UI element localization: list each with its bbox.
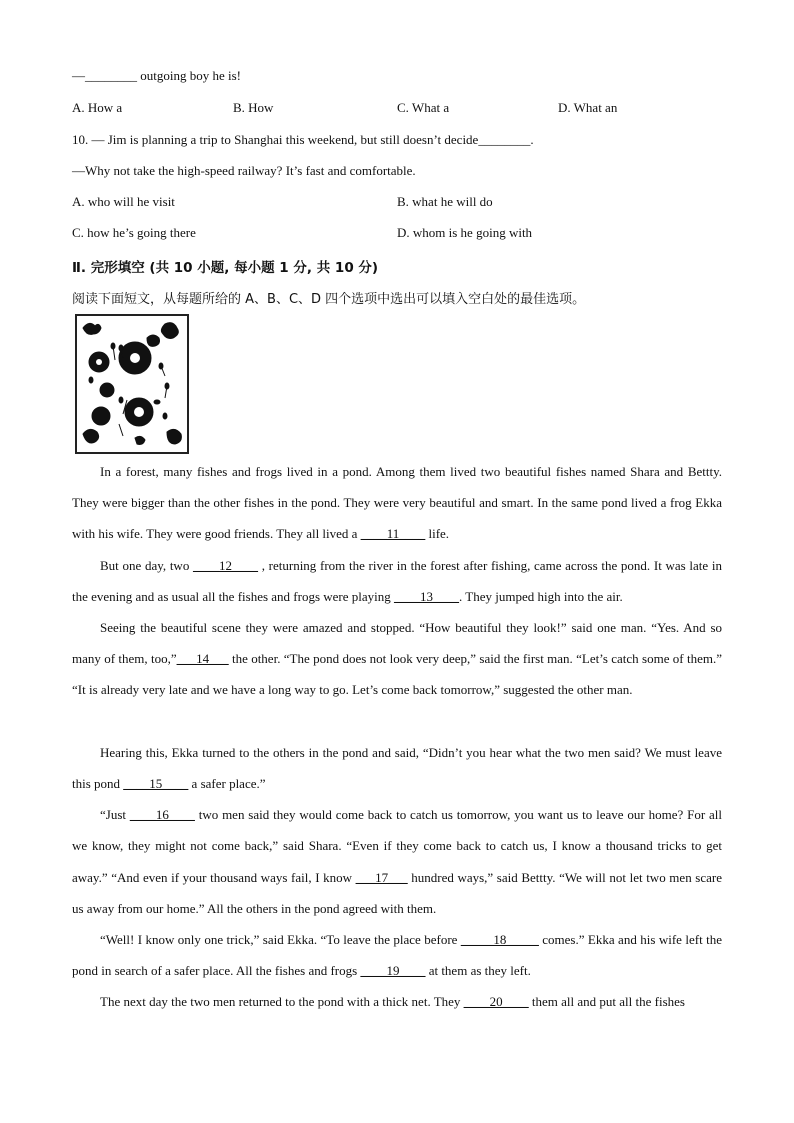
blank-19: ____19____	[360, 963, 426, 979]
q9-option-a: A. How a	[72, 100, 123, 115]
q9-option-b: B. How	[233, 100, 274, 115]
blank-17: ___17___	[355, 869, 408, 885]
blank-14: ___14___	[176, 651, 229, 667]
blank-12: ____12____	[193, 557, 259, 573]
q10-stem: 10. — Jim is planning a trip to Shanghai this weekend, but still doesn’t decide________.	[72, 132, 534, 147]
blank-20: ____20____	[463, 994, 529, 1010]
blank-16: ____16____	[129, 807, 195, 823]
blank-13: ____13____	[394, 588, 460, 604]
passage-paragraph-5: “Just ____16____ two men said they would come back to catch us tomorrow, you want us to leave our home? For all we know, they might not come back,” said Shara. “Even if they come back to catch us, I know a thousand tricks to get away.” “And even if your thousand ways fail, I know ___17___ hundred ways,” said Bettty. “We will not let two men scare us away from our home.” All the others in the pond agreed with them.	[72, 807, 723, 916]
passage-paragraph-2: But one day, two ____12____ , returning from the river in the forest after fishing, came across the pond. It was late in the evening and as usual all the fishes and frogs were playing ____13____. They jumped high into the air.	[72, 557, 722, 604]
passage-paragraph-6: “Well! I know only one trick,” said Ekka. “To leave the place before _____18_____ comes.” Ekka and his wife left the pond in search of a safer place. All the fishes and frogs ____19____ at them as they left.	[72, 932, 722, 979]
pond-illustration	[75, 314, 189, 454]
section-instruction: 阅读下面短文，从每题所给的 A、B、C、D 四个选项中选出可以填入空白处的最佳选项。	[72, 292, 586, 307]
passage-paragraph-4: Hearing this, Ekka turned to the others in the pond and said, “Didn’t you hear what the two men said? We must leave this pond ____15____ a safer place.”	[72, 744, 722, 791]
q9-blank: ________	[85, 68, 137, 83]
passage-paragraph-3: Seeing the beautiful scene they were amazed and stopped. “How beautiful they look!” said one man. “Yes. And so many of them, too,”___14___ the other. “The pond does not look very deep,” said the first man. “Let’s catch some of them.” “It is already very late and we have a long way to go. Let’s come back tomorrow,” suggested the other man.	[72, 620, 722, 698]
blank-15: ____15____	[123, 776, 189, 791]
pond-illustration-art	[77, 316, 187, 452]
q9-option-c: C. What a	[397, 100, 450, 115]
q10-option-b: B. what he will do	[397, 194, 493, 209]
q10-option-d: D. whom is he going with	[397, 225, 533, 240]
passage-paragraph-7: The next day the two men returned to the pond with a thick net. They ____20____ them all and put all the fishes	[100, 994, 685, 1010]
blank-18: _____18_____	[460, 932, 539, 947]
q10-blank: ________	[478, 132, 531, 147]
q10-option-a: A. who will he visit	[72, 194, 175, 209]
q9-option-d: D. What an	[558, 100, 618, 115]
passage-paragraph-1: In a forest, many fishes and frogs lived in a pond. Among them lived two beautiful fishes named Shara and Bettty. They were bigger than the other fishes in the pond. They were very beautiful and smart. In the same pond lived a frog Ekka with his wife. They were good friends. They all lived a ____11____ life.	[72, 464, 722, 542]
blank-11: ____11____	[360, 526, 426, 542]
q10-option-c: C. how he’s going there	[72, 225, 196, 240]
q10-reply: —Why not take the high-speed railway? It’s fast and comfortable.	[72, 163, 416, 178]
q9-stem: —________ outgoing boy he is!	[72, 68, 241, 83]
section-title: Ⅱ. 完形填空 (共 10 小题, 每小题 1 分, 共 10 分)	[72, 260, 379, 276]
